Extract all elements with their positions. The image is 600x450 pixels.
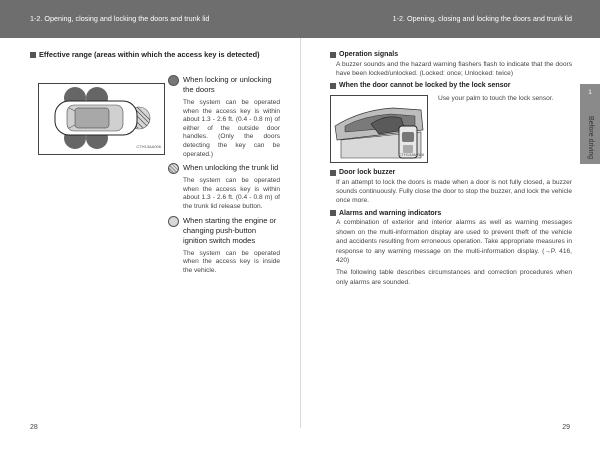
range-description: The system can be operated when the access key is within about 1.3 - 2.6 ft. (0.4 - 0.8 m) of either of the outside door handles. (Only the doors detecting the key can be operated.) xyxy=(183,99,280,158)
section-body: If an attempt to lock the doors is made when a door is not fully closed, a buzzer sounds continuously. Fully close the door to stop the buzzer, and lock the vehicle once more. xyxy=(336,178,572,205)
section-heading: Door lock buzzer xyxy=(330,168,572,178)
lock-sensor-section xyxy=(330,81,572,165)
door-lock-buzzer-section xyxy=(330,168,572,206)
range-item-engine xyxy=(168,216,280,276)
range-item-doors xyxy=(168,75,280,159)
chapter-number: 1 xyxy=(588,90,592,96)
range-list xyxy=(168,75,280,279)
page-gutter xyxy=(300,38,301,428)
bullet-square-icon xyxy=(330,210,336,216)
header-right-title: 1-2. Opening, closing and locking the doors and trunk lid xyxy=(392,14,572,23)
image-code: CTH13AA006 xyxy=(136,144,161,150)
section-body: A buzzer sounds and the hazard warning flashers flash to indicate that the doors have been locked/unlocked. (Locked: once; Unlocked: twice) xyxy=(336,60,572,77)
range-item-trunk xyxy=(168,163,280,211)
header-left-title: 1-2. Opening, closing and locking the doors and trunk lid xyxy=(30,14,210,23)
lock-sensor-illustration xyxy=(330,95,428,163)
range-title: When starting the engine or changing push-button ignition switch modes xyxy=(183,215,277,245)
section-heading: Alarms and warning indicators xyxy=(330,209,572,219)
bullet-square-icon xyxy=(330,83,336,89)
image-code: CTH13AM088 xyxy=(398,152,424,158)
car-range-illustration xyxy=(38,83,165,155)
bullet-square-icon xyxy=(30,52,36,58)
section-body xyxy=(330,218,572,287)
chapter-label: Before driving xyxy=(587,116,594,160)
bullet-square-icon xyxy=(330,52,336,58)
section-heading: Operation signals xyxy=(330,50,572,60)
alarms-paragraph-1: A combination of exterior and interior alarms as well as warning messages shown on the multi-information display are used to prevent theft of the vehicle and accidents resulting from erroneous operation. Take appropriate measures in response to any warning message on the multi-information display. (→P. 416, 420) xyxy=(336,219,572,265)
page-number-left: 28 xyxy=(30,424,38,431)
page-header xyxy=(0,0,600,38)
section-heading: When the door cannot be locked by the lock sensor xyxy=(330,81,572,91)
range-title: When unlocking the trunk lid xyxy=(183,163,279,173)
dark-circle-icon xyxy=(168,75,179,86)
alarms-section xyxy=(330,209,572,287)
lock-sensor-figure xyxy=(330,91,572,165)
range-description: The system can be operated when the access key is inside the vehicle. xyxy=(183,249,280,274)
operation-signals-section xyxy=(330,50,572,78)
page-number-right: 29 xyxy=(562,424,570,431)
lock-sensor-text: Use your palm to touch the lock sensor. xyxy=(438,95,554,102)
right-page xyxy=(330,50,572,290)
left-page xyxy=(30,50,280,274)
bullet-square-icon xyxy=(330,170,336,176)
range-title: When locking or unlocking the doors xyxy=(183,75,272,94)
light-circle-icon xyxy=(168,216,179,227)
effective-range-heading: Effective range (areas within which the access key is detected) xyxy=(30,50,280,60)
hatched-circle-icon xyxy=(168,163,179,174)
alarms-paragraph-2: The following table describes circumstances and correction procedures when only alarms are sounded. xyxy=(336,269,572,286)
range-description: The system can be operated when the access key is within about 1.3 - 2.6 ft. (0.4 - 0.8 m) of the trunk lid release button. xyxy=(183,177,280,210)
